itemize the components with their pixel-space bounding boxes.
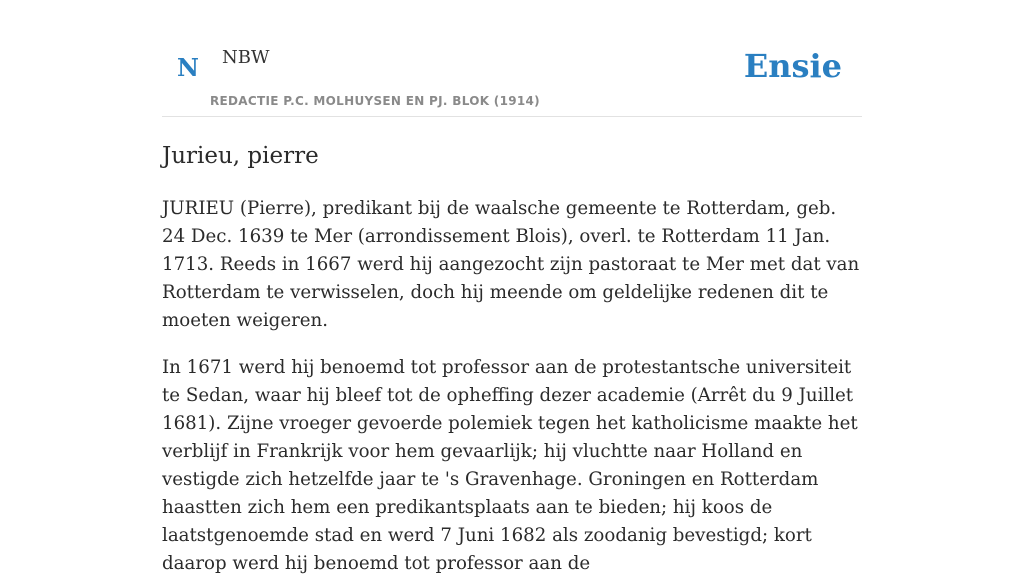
page-header (162, 0, 862, 117)
article-paragraph: JURIEU (Pierre), predikant bij de waalsche gemeente te Rotterdam, geb. 24 Dec. 1639 te Mer (arrondissement Blois), overl. te Rotterdam 11 Jan. 1713. Reeds in 1667 werd hij aangezocht zijn pastoraat te Mer met dat van Rotterdam te verwisselen, doch hij meende om geldelijke redenen dit te moeten weigeren. (162, 198, 860, 331)
brand-logo[interactable]: Ensie (743, 47, 842, 85)
source-name[interactable]: NBW (222, 47, 270, 68)
source-subtitle: REDACTIE P.C. MOLHUYSEN EN PJ. BLOK (1914) (210, 94, 540, 108)
article-paragraph: In 1671 werd hij benoemd tot professor aan de protestantsche universiteit te Sedan, waar hij bleef tot de opheffing dezer academie (Arrêt du 9 Juillet 1681). Zijne vroeger gevoerde polemiek tegen het katholicisme maakte het verblijf in Frankrijk voor hem gevaarlijk; hij vluchtte naar Holland en vestigde zich hetzelfde jaar te 's Gravenhage. Groningen en Rotterdam haastten zich hem een predikantsplaats aan te bieden; hij koos de laatstgenoemde stad en werd 7 Juni 1682 als zoodanig bevestigd; kort daarop werd hij benoemd tot professor aan de (162, 357, 858, 574)
source-logo[interactable]: N (177, 53, 199, 82)
article-title: Jurieu, pierre (162, 143, 319, 169)
page-container (162, 0, 862, 578)
